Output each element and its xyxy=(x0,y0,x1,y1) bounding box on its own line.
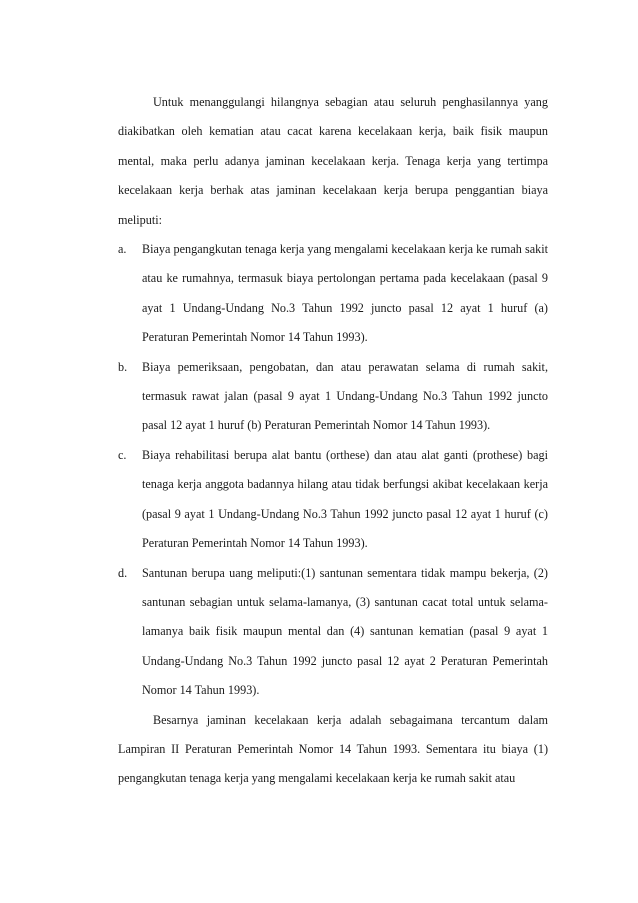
list-item-text: Santunan berupa uang meliputi:(1) santunan sementara tidak mampu bekerja, (2) santunan sebagian untuk selama-lamanya, (3) santunan cacat total untuk selama-lamanya baik fisik maupun mental dan (4) santunan kematian (pasal 9 ayat 1 Undang-Undang No.3 Tahun 1992 juncto pasal 12 ayat 2 Peraturan Pemerintah Nomor 14 Tahun 1993). xyxy=(142,565,548,698)
list-marker: c. xyxy=(118,447,127,462)
list-item-a xyxy=(118,235,548,353)
list-item-d xyxy=(118,559,548,706)
list-marker: d. xyxy=(118,565,128,580)
list-item-text: Biaya rehabilitasi berupa alat bantu (orthese) dan atau alat ganti (prothese) bagi tenaga kerja anggota badannya hilang atau tidak berfungsi akibat kecelakaan kerja (pasal 9 ayat 1 Undang-Undang No.3 Tahun 1992 juncto pasal 12 ayat 1 huruf (c) Peraturan Pemerintah Nomor 14 Tahun 1993). xyxy=(142,447,548,551)
benefit-list xyxy=(118,235,548,706)
list-item-text: Biaya pemeriksaan, pengobatan, dan atau perawatan selama di rumah sakit, termasuk rawat jalan (pasal 9 ayat 1 Undang-Undang No.3 Tahun 1992 juncto pasal 12 ayat 1 huruf (b) Peraturan Pemerintah Nomor 14 Tahun 1993). xyxy=(142,359,548,433)
list-marker: b. xyxy=(118,359,128,374)
list-item-c xyxy=(118,441,548,559)
document-page xyxy=(118,88,548,794)
intro-paragraph: Untuk menanggulangi hilangnya sebagian atau seluruh penghasilannya yang diakibatkan oleh kematian atau cacat karena kecelakaan kerja, baik fisik maupun mental, maka perlu adanya jaminan kecelakaan kerja. Tenaga kerja yang tertimpa kecelakaan kerja berhak atas jaminan kecelakaan kerja berupa penggantian biaya meliputi: xyxy=(118,95,548,227)
list-marker: a. xyxy=(118,242,127,257)
list-item-text: Biaya pengangkutan tenaga kerja yang mengalami kecelakaan kerja ke rumah sakit atau ke rumahnya, termasuk biaya pertolongan pertama pada kecelakaan (pasal 9 ayat 1 Undang-Undang No.3 Tahun 1992 juncto pasal 12 ayat 1 huruf (a) Peraturan Pemerintah Nomor 14 Tahun 1993). xyxy=(142,242,548,345)
closing-paragraph: Besarnya jaminan kecelakaan kerja adalah sebagaimana tercantum dalam Lampiran II Peraturan Pemerintah Nomor 14 Tahun 1993. Sementara itu biaya (1) pengangkutan tenaga kerja yang mengalami kecelakaan kerja ke rumah sakit atau xyxy=(118,712,548,786)
list-item-b xyxy=(118,353,548,441)
